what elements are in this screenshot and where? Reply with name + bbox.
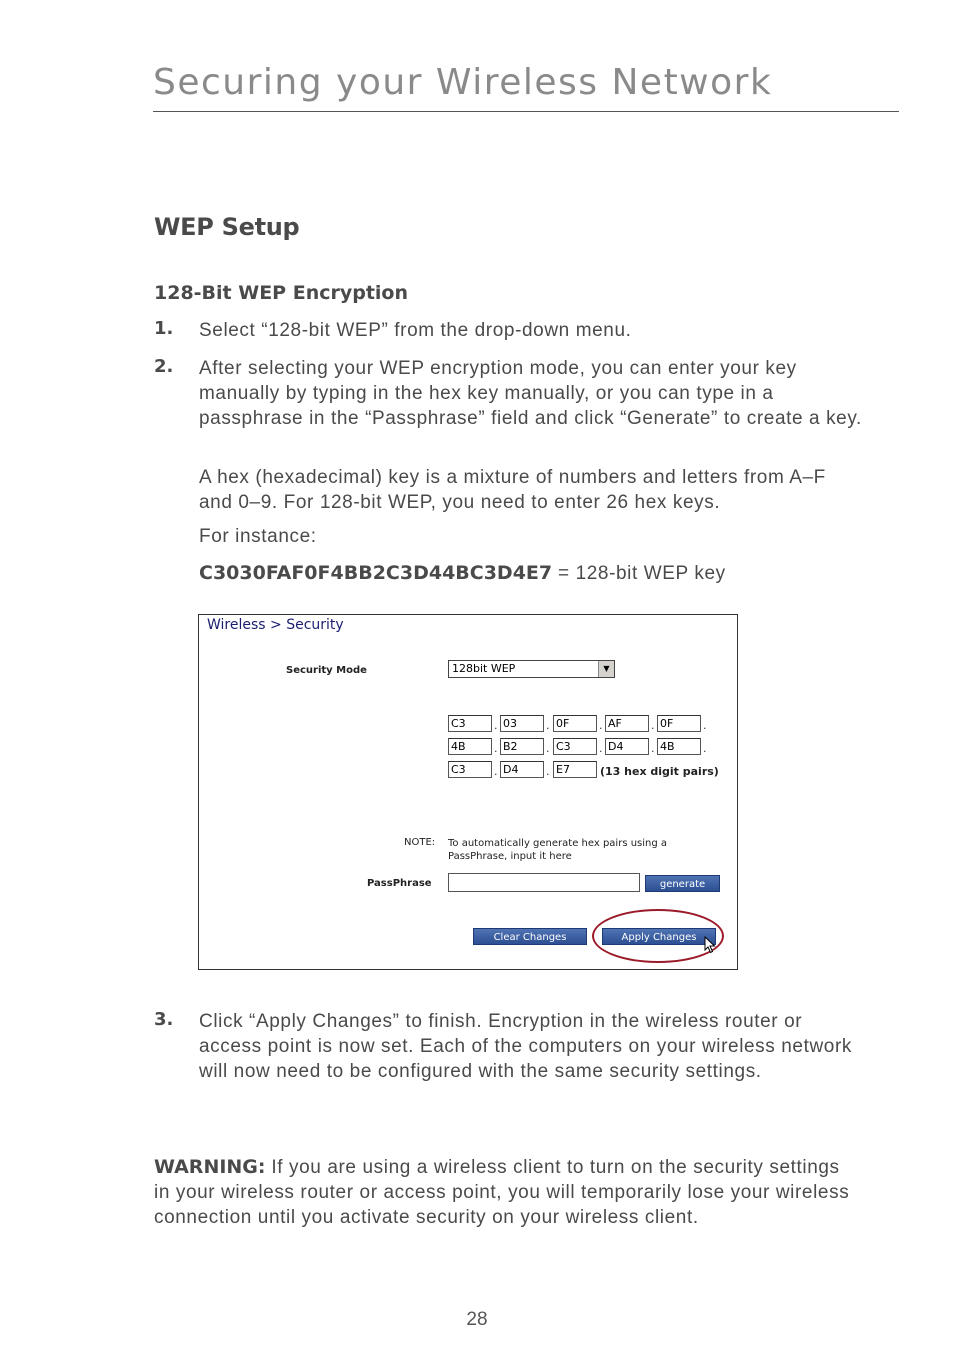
title-divider [153, 111, 899, 112]
hex-separator: . [703, 719, 707, 732]
step-3-text: Click “Apply Changes” to finish. Encryption in the wireless router or access point is now set. Each of the computers on your wireless network will now need to be configured with the same security settings. [199, 1011, 852, 1082]
note-label: NOTE: [404, 837, 436, 848]
chevron-down-icon[interactable]: ▼ [598, 661, 614, 677]
hex-field[interactable]: C3 [553, 738, 597, 755]
apply-changes-button[interactable]: Apply Changes [602, 928, 716, 945]
security-mode-select[interactable] [448, 660, 615, 678]
step-2-number: 2. [154, 356, 174, 377]
hex-field[interactable]: AF [605, 715, 649, 732]
clear-changes-button[interactable]: Clear Changes [473, 928, 587, 945]
note-text: To automatically generate hex pairs using a PassPhrase, input it here [448, 838, 668, 862]
step-3-number: 3. [154, 1009, 174, 1030]
hex-separator: . [651, 719, 655, 732]
hex-field[interactable]: 4B [657, 738, 701, 755]
hex-separator: . [546, 742, 550, 755]
hex-field[interactable]: D4 [500, 761, 544, 778]
warning-label: WARNING: [154, 1156, 266, 1178]
hex-pairs-note: (13 hex digit pairs) [600, 765, 719, 778]
mouse-pointer-icon [704, 936, 716, 954]
step-1-text: Select “128-bit WEP” from the drop-down menu. [199, 320, 632, 341]
hex-field[interactable]: D4 [605, 738, 649, 755]
passphrase-label: PassPhrase [367, 878, 432, 889]
step-1-number: 1. [154, 318, 174, 339]
hex-separator: . [599, 742, 603, 755]
hex-field[interactable]: 0F [553, 715, 597, 732]
hex-separator: . [546, 719, 550, 732]
hex-separator: . [599, 719, 603, 732]
example-key-suffix: = 128-bit WEP key [552, 563, 726, 584]
passphrase-input[interactable] [448, 873, 640, 892]
chapter-title: Securing your Wireless Network [153, 62, 773, 103]
section-heading: WEP Setup [154, 213, 300, 241]
hex-separator: . [494, 742, 498, 755]
example-hex-key: C3030FAF0F4BB2C3D44BC3D4E7 [199, 562, 553, 584]
warning-paragraph [154, 1155, 854, 1230]
hex-separator: . [494, 765, 498, 778]
example-key-line [199, 561, 869, 586]
for-instance: For instance: [199, 526, 317, 547]
hex-field[interactable]: E7 [553, 761, 597, 778]
hex-explanation: A hex (hexadecimal) key is a mixture of numbers and letters from A–F and 0–9. For 128-bit WEP, you need to enter 26 hex keys. [199, 467, 826, 513]
hex-field[interactable]: 0F [657, 715, 701, 732]
hex-separator: . [546, 765, 550, 778]
generate-button[interactable]: generate [645, 875, 720, 892]
hex-field[interactable]: 03 [500, 715, 544, 732]
hex-field[interactable]: C3 [448, 761, 492, 778]
hex-field[interactable]: 4B [448, 738, 492, 755]
security-mode-value: 128bit WEP [452, 662, 516, 675]
page-number: 28 [466, 1309, 488, 1330]
step-2-text: After selecting your WEP encryption mode, you can enter your key manually by typing in the hex key manually, or you can type in a passphrase in the “Passphrase” field and click “Generate” to create a key. [199, 358, 862, 429]
hex-separator: . [703, 742, 707, 755]
hex-separator: . [651, 742, 655, 755]
security-settings-screenshot [198, 614, 738, 970]
warning-text: If you are using a wireless client to turn on the security settings in your wireless router or access point, you will temporarily lose your wireless connection until you activate security on your wireless client. [154, 1157, 850, 1228]
hex-field[interactable]: B2 [500, 738, 544, 755]
subsection-heading: 128-Bit WEP Encryption [154, 282, 409, 304]
breadcrumb: Wireless > Security [207, 617, 344, 633]
security-mode-label: Security Mode [286, 665, 367, 676]
hex-separator: . [494, 719, 498, 732]
hex-field[interactable]: C3 [448, 715, 492, 732]
